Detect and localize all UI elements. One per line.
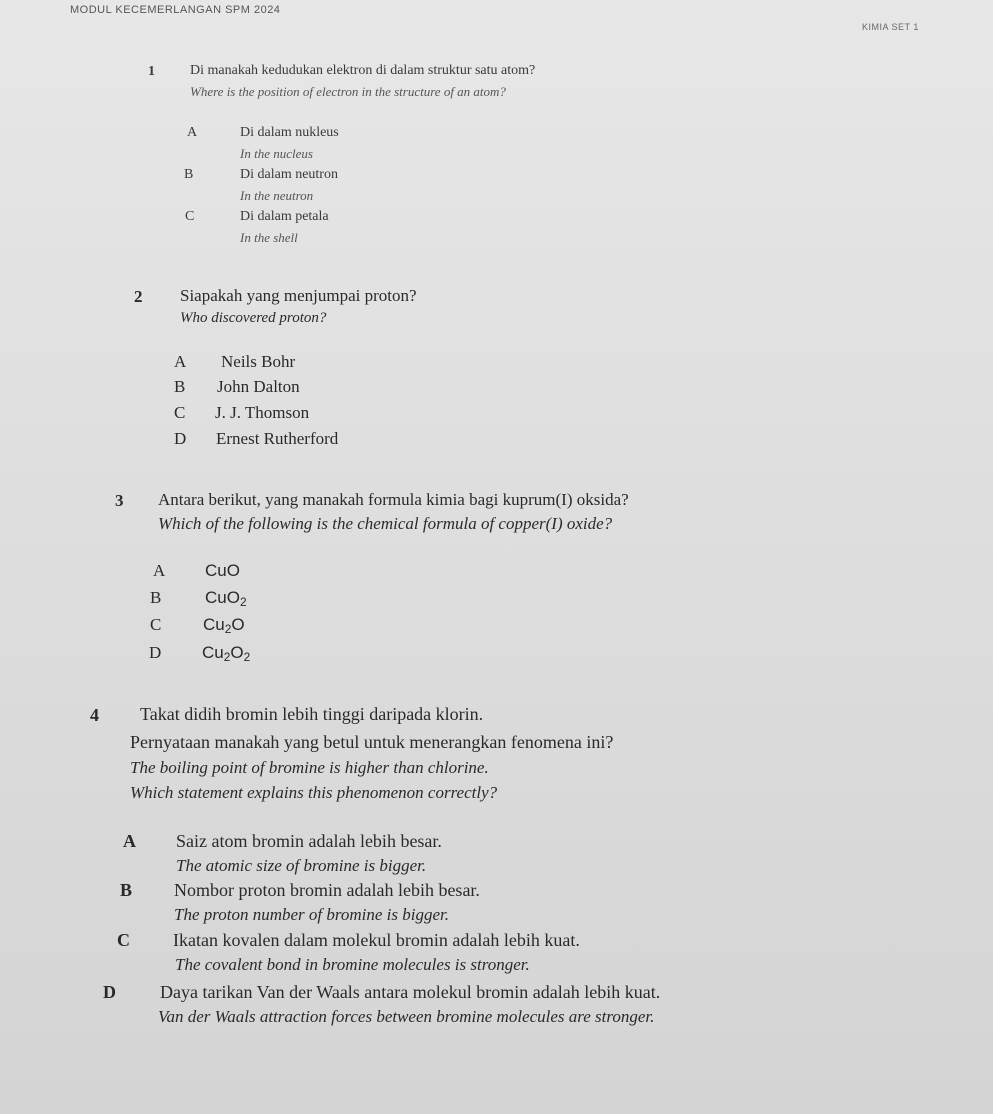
option-a-ms: Di dalam nukleus	[240, 125, 339, 140]
option-a-formula: CuO	[205, 561, 240, 580]
option-letter-c[interactable]: C	[117, 930, 130, 950]
question-stem-ms-1: Takat didih bromin lebih tinggi daripada klorin.	[140, 704, 484, 724]
option-letter-a[interactable]: A	[123, 831, 136, 851]
question-stem-ms: Siapakah yang menjumpai proton?	[180, 286, 417, 305]
question-stem-en-2: Which statement explains this phenomenon correctly?	[130, 783, 498, 802]
option-letter-d[interactable]: D	[174, 429, 187, 448]
option-b-en: The proton number of bromine is bigger.	[174, 905, 449, 924]
option-d-text: Ernest Rutherford	[216, 429, 339, 448]
option-letter-a[interactable]: A	[174, 352, 187, 371]
option-d-formula: $Cu_2O_2$	[202, 643, 251, 664]
option-letter-b[interactable]: B	[184, 167, 194, 182]
question-stem-en: Who discovered proton?	[180, 310, 327, 326]
question-number: 4	[90, 705, 99, 725]
option-letter-b[interactable]: B	[174, 377, 186, 396]
option-b-en: In the neutron	[240, 188, 314, 203]
option-letter-d[interactable]: D	[103, 982, 116, 1002]
option-a-text: Neils Bohr	[221, 352, 296, 371]
option-letter-c[interactable]: C	[185, 209, 195, 224]
option-letter-a[interactable]: A	[153, 561, 166, 580]
option-letter-b[interactable]: B	[120, 880, 133, 900]
option-b-ms: Di dalam neutron	[240, 167, 338, 182]
option-a-en: The atomic size of bromine is bigger.	[176, 856, 427, 875]
option-c-en: The covalent bond in bromine molecules is stronger.	[175, 955, 530, 974]
option-c-en: In the shell	[240, 230, 298, 245]
question-stem-en-1: The boiling point of bromine is higher than chlorine.	[130, 758, 489, 777]
option-c-ms: Ikatan kovalen dalam molekul bromin adalah lebih kuat.	[173, 930, 580, 950]
option-c-formula: $Cu_2O$	[203, 615, 245, 636]
question-number: 1	[148, 64, 155, 79]
question-number: 3	[115, 491, 124, 510]
question-stem-en: Where is the position of electron in the structure of an atom?	[190, 84, 506, 99]
option-d-ms: Daya tarikan Van der Waals antara molekul bromin adalah lebih kuat.	[160, 982, 661, 1002]
option-c-ms: Di dalam petala	[240, 209, 329, 224]
question-stem-ms: Antara berikut, yang manakah formula kimia bagi kuprum(I) oksida?	[158, 490, 629, 509]
option-letter-c[interactable]: C	[174, 403, 186, 422]
option-a-ms: Saiz atom bromin adalah lebih besar.	[176, 831, 442, 851]
question-stem-ms-2: Pernyataan manakah yang betul untuk menerangkan fenomena ini?	[130, 732, 614, 752]
question-number: 2	[134, 287, 143, 306]
option-c-text: J. J. Thomson	[215, 403, 310, 422]
question-stem-en: Which of the following is the chemical formula of copper(I) oxide?	[158, 514, 613, 533]
option-b-formula: CuO$_2$	[205, 588, 247, 609]
subject-label: KIMIA SET 1	[862, 22, 919, 32]
option-letter-a[interactable]: A	[187, 125, 198, 140]
option-letter-d[interactable]: D	[149, 643, 162, 662]
option-letter-b[interactable]: B	[150, 588, 162, 607]
option-a-en: In the nucleus	[240, 146, 313, 161]
option-b-ms: Nombor proton bromin adalah lebih besar.	[174, 880, 480, 900]
document-header: MODUL KECEMERLANGAN SPM 2024	[70, 4, 281, 16]
option-b-text: John Dalton	[217, 377, 300, 396]
question-stem-ms: Di manakah kedudukan elektron di dalam struktur satu atom?	[190, 63, 536, 78]
option-letter-c[interactable]: C	[150, 615, 162, 634]
option-d-en: Van der Waals attraction forces between bromine molecules are stronger.	[158, 1007, 655, 1026]
